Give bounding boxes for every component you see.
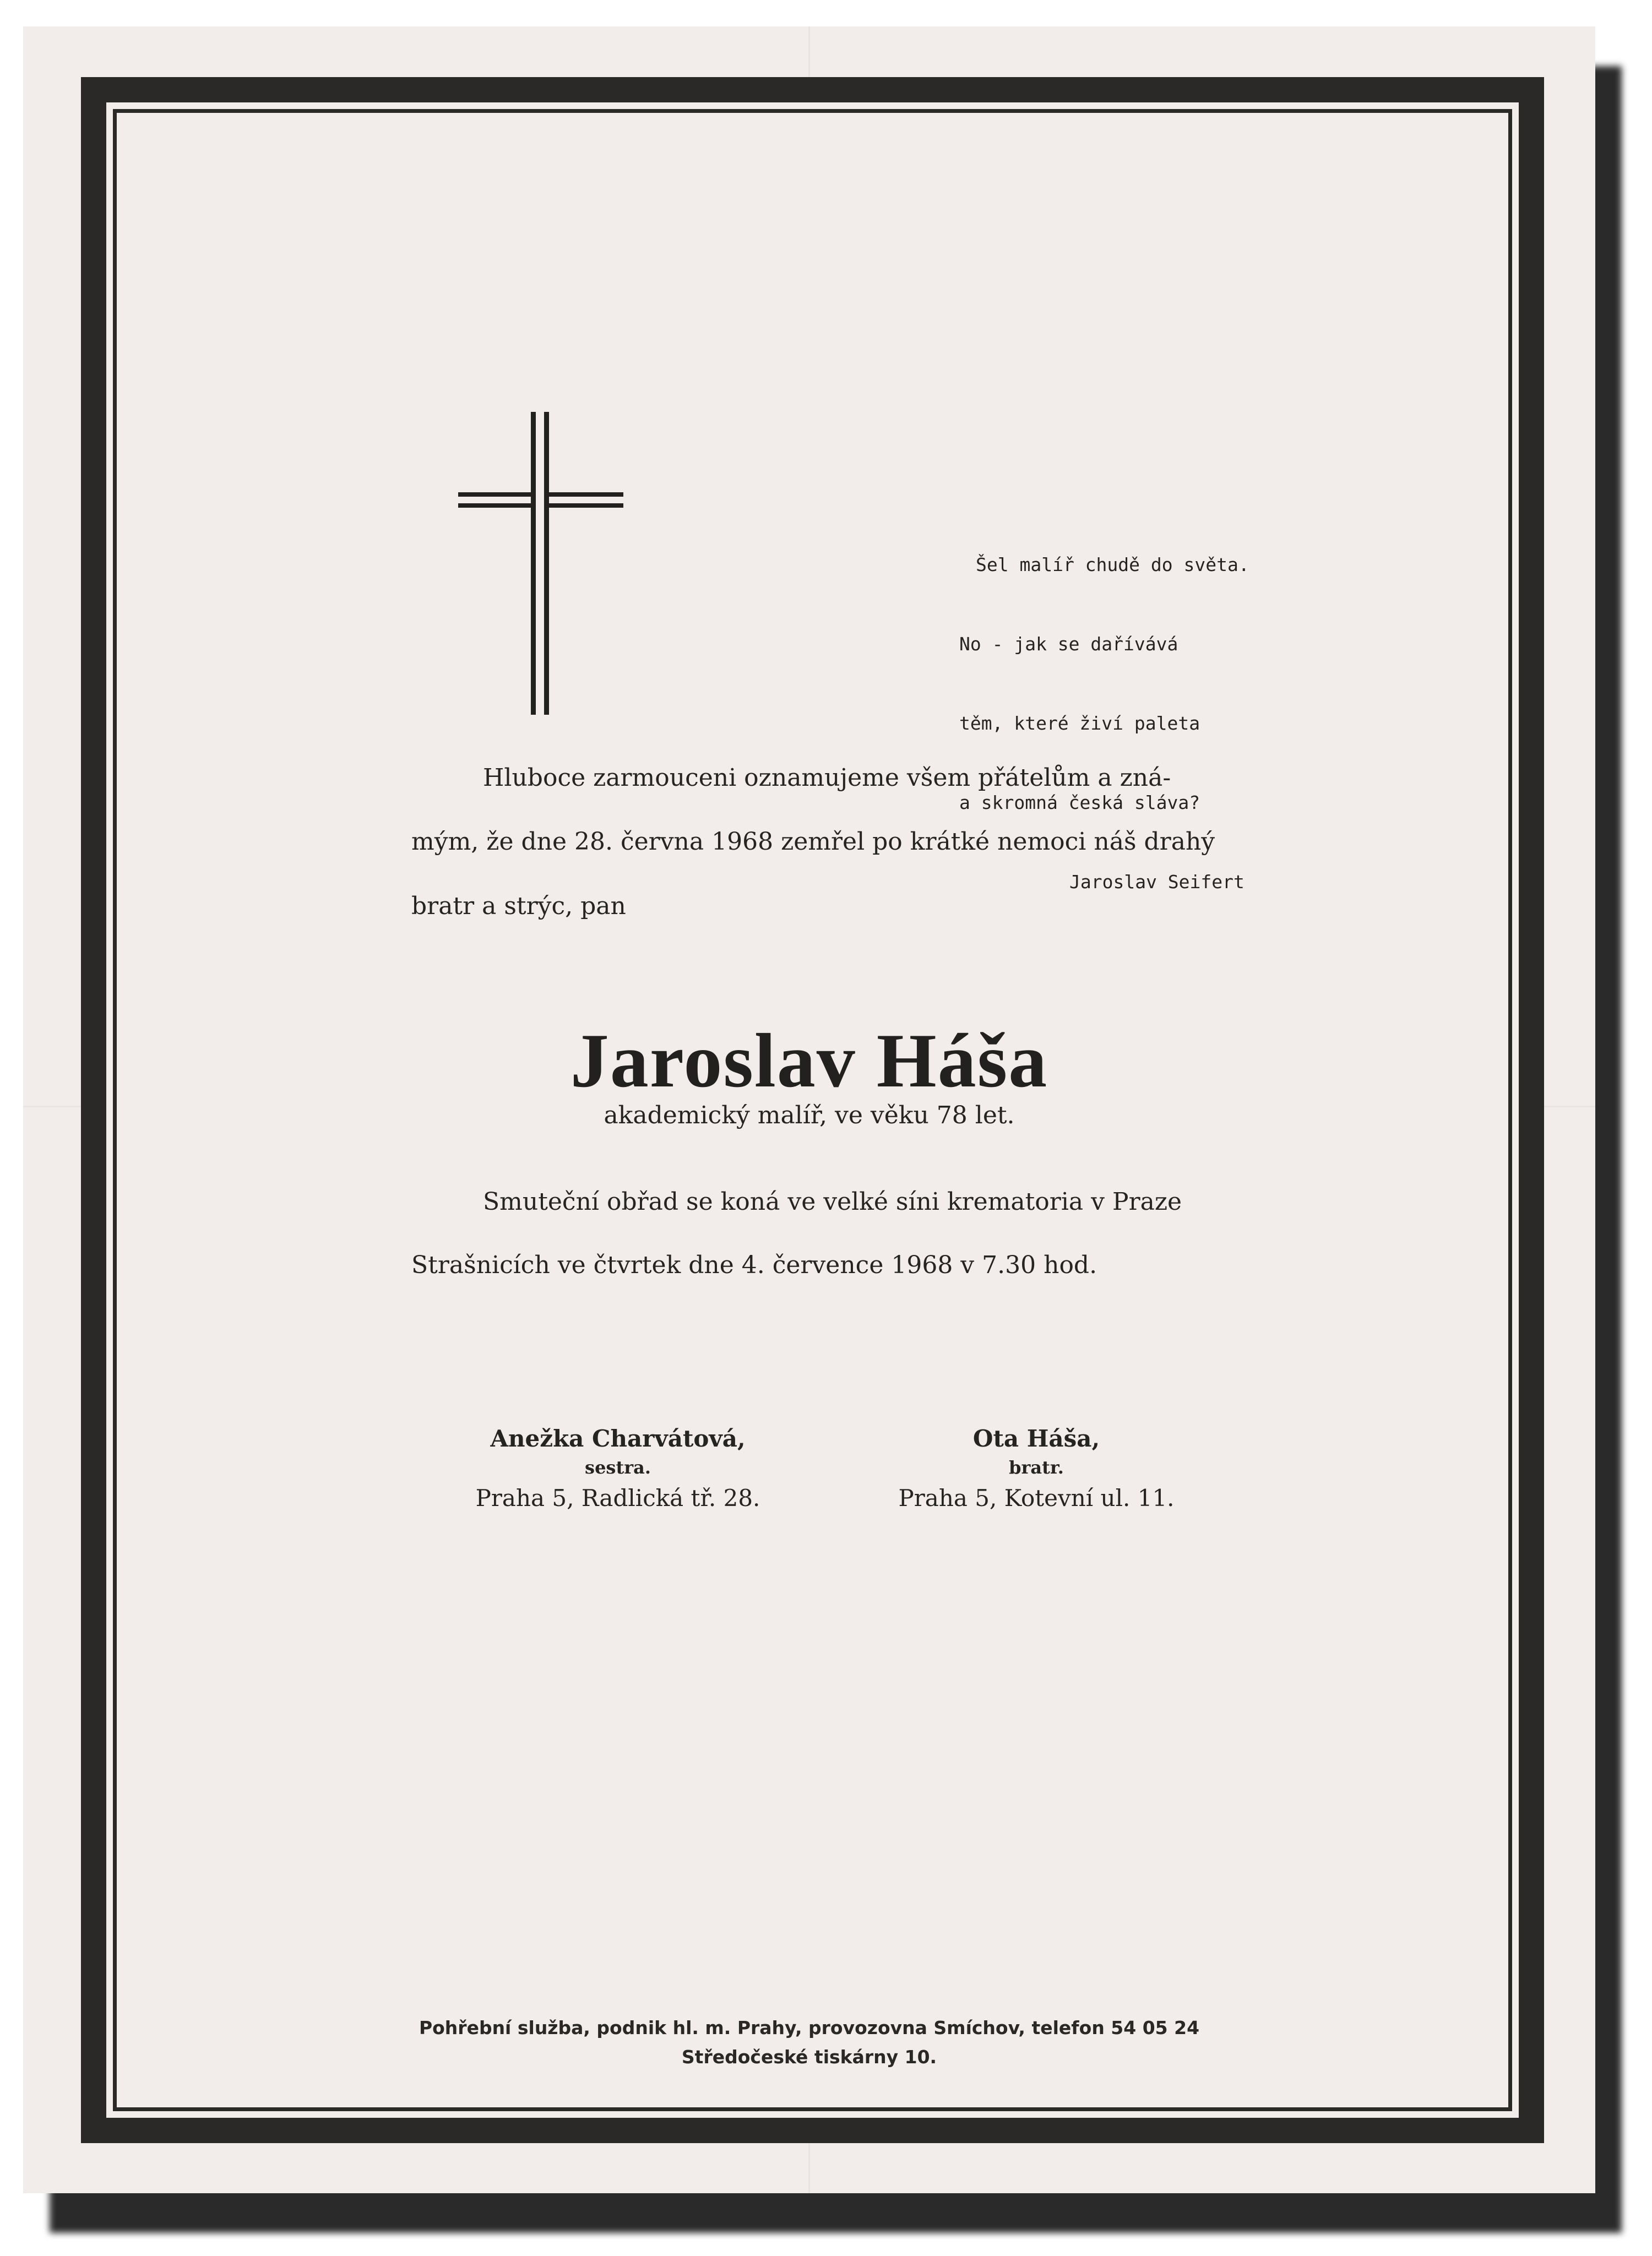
obituary-sheet — [23, 26, 1595, 2193]
signatory-address: Praha 5, Radlická tř. 28. — [475, 1485, 760, 1512]
signatory-brother — [789, 1425, 1284, 1516]
poem-line: No - jak se dařívává — [959, 633, 1178, 655]
poem-line: Šel malíř chudě do světa. — [976, 554, 1249, 575]
poem-line: těm, které živí paleta — [959, 713, 1200, 734]
footer-funeral-service: Pohřební služba, podnik hl. m. Prahy, provozovna Smíchov, telefon 54 05 24 — [419, 2017, 1200, 2038]
signatory-name: Anežka Charvátová, — [490, 1425, 746, 1452]
deceased-subtitle: akademický malíř, ve věku 78 let. — [604, 1101, 1015, 1129]
announcement-line-3: bratr a strýc, pan — [411, 892, 626, 920]
footer-printer: Středočeské tiskárny 10. — [681, 2046, 937, 2068]
poem-line: a skromná česká sláva? — [959, 792, 1200, 813]
signatory-name: Ota Háša, — [972, 1425, 1100, 1452]
signatory-role: bratr. — [1009, 1457, 1064, 1478]
deceased-name: Jaroslav Háša — [570, 1018, 1048, 1103]
signatory-address: Praha 5, Kotevní ul. 11. — [898, 1485, 1175, 1512]
poem-author: Jaroslav Seifert — [1069, 871, 1245, 893]
double-line-cross-icon — [453, 412, 634, 715]
poem-quote — [959, 499, 1249, 948]
announcement-line-2: mým, že dne 28. června 1968 zemřel po krátké nemoci náš drahý — [411, 828, 1215, 856]
signatory-role: sestra. — [585, 1457, 651, 1478]
ceremony-line-2: Strašnicích ve čtvrtek dne 4. července 1968 v 7.30 hod. — [411, 1251, 1097, 1279]
announcement-line-1: Hluboce zarmouceni oznamujeme všem přátelům a zná- — [483, 764, 1171, 792]
ceremony-line-1: Smuteční obřad se koná ve velké síni krematoria v Praze — [483, 1188, 1182, 1216]
